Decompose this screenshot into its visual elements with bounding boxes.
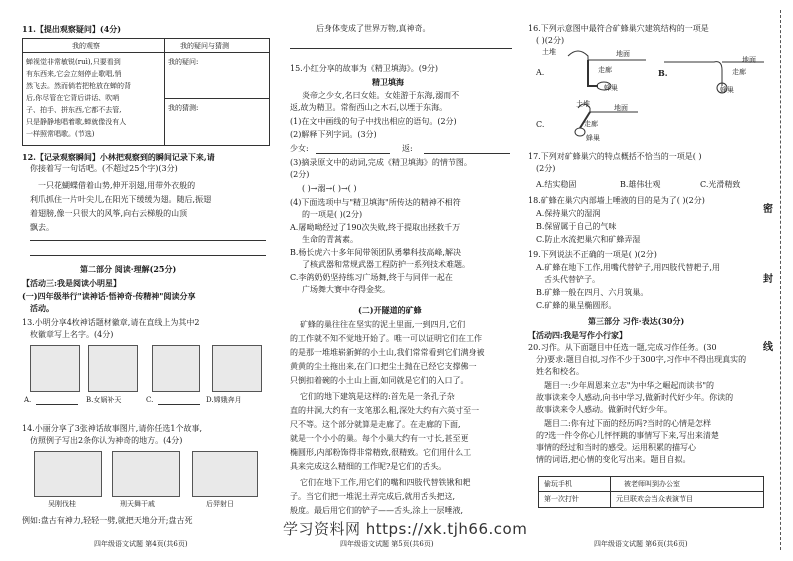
label-dimian: 地面 xyxy=(742,56,756,64)
story-caption: 后羿射日 xyxy=(206,500,234,508)
option-text: 广场舞大赛中夺得金奖。 xyxy=(302,285,390,294)
passage-line: 的工作就不知不觉地开始了。唯一可以证明它们在工作 xyxy=(290,334,482,343)
badge-image xyxy=(88,345,138,392)
q12-title: 12.【记录观察瞬间】小林把观察到的瞬间记录下来,请 xyxy=(22,152,215,162)
badge-answer-line[interactable] xyxy=(158,404,200,405)
label-tudui: 土堆 xyxy=(542,48,556,56)
q15-sub: (3)摘录原文中的动词,完成《精卫填海》的情节图。 xyxy=(290,158,472,167)
answer-line[interactable] xyxy=(30,255,266,256)
answer-line[interactable] xyxy=(30,240,266,241)
story-image xyxy=(192,451,258,497)
page-footer: 四年级语文试题 第5页(共6页) xyxy=(340,540,434,548)
q19-text: 19.下列说法不正确的一项是( )(2分) xyxy=(528,250,657,259)
topic2-text: 题目二:你有过下面的经历吗?当时的心情是怎样 xyxy=(544,419,711,428)
label-tudui: 土堆 xyxy=(576,100,590,108)
topic-cell: 被老师叫到办公室 xyxy=(624,480,680,488)
q18-text: 18.矿蜂在巢穴内部墙上唾液的目的是为了( )(2分) xyxy=(528,196,705,205)
passage-line: 的是那一堆堆崭新鲜的小土山,我们常常看到它们满身被 xyxy=(290,348,485,357)
label-dimian: 地面 xyxy=(614,104,628,112)
topic1-text: 故事读来令人感动。做新时代好少年。 xyxy=(536,405,672,414)
label-fengchao: 蜂巢 xyxy=(586,134,600,142)
q12-text: 着翅膀,像一只很大的风筝,向右云梯般的山顶 xyxy=(30,209,188,218)
badge-answer-line[interactable] xyxy=(36,404,78,405)
section1-heading-cont: 活动。 xyxy=(30,303,54,313)
label-fengchao: 蜂巢 xyxy=(604,84,618,92)
q17-option[interactable]: A.结实稳固 xyxy=(536,180,577,189)
q12-text: 一只花蝴蝶借着山势,伸开羽翅,用带外衣般的 xyxy=(38,181,196,190)
activity4-heading: 【活动四:我是写作小行家】 xyxy=(528,330,627,340)
page-6 xyxy=(524,0,778,561)
q20-text: 姓名和校名。 xyxy=(536,367,584,376)
option-a[interactable]: A. xyxy=(536,68,545,77)
q15-sub: (4)下面选项中与"精卫填海"所传达的精神不相符 xyxy=(290,198,461,207)
topic1-text: 题目一:少年周恩来立志"为中华之崛起而读书"的 xyxy=(544,381,715,390)
q13-text: 枚徽章写上名字。(4分) xyxy=(30,330,114,339)
activity3-heading: 【活动三:我是阅读小明星】 xyxy=(22,278,121,288)
q14-text: 仿照例子写出2条你认为神奇的地方。(4分) xyxy=(30,436,183,445)
option-text: A.屠呦呦经过了190次失败,终于提取出拯救千万 xyxy=(290,223,461,232)
q14-example: 例如:盘古有神力,轻轻一劈,就把天地分开;盘古死 xyxy=(22,516,193,525)
topic-cell: 偷玩手机 xyxy=(544,480,572,488)
part3-heading: 第三部分 习作·表达(30分) xyxy=(588,316,685,326)
option-b[interactable]: B. xyxy=(658,68,668,78)
q12-text: 飘去。 xyxy=(30,223,54,232)
q17-option[interactable]: C.光滑精致 xyxy=(700,180,741,189)
q15-sub: (2分) xyxy=(290,170,310,179)
passage-line: 子。当它们把一堆泥土弄完成后,就用舌头把这, xyxy=(290,492,456,501)
my-guess-field[interactable]: 我的猜测: xyxy=(168,104,199,112)
passage-line: 椭圆形,内部粉饰得非常精致,很精致。它们用什么工 xyxy=(290,448,472,457)
seal-char: 密 xyxy=(763,204,773,215)
passage-line: 就是一个小小的巢。每个小巢大约有一寸长,甚至更 xyxy=(290,434,469,443)
page-footer: 四年级语文试题 第4页(共6页) xyxy=(94,540,188,548)
badge-image xyxy=(30,345,80,392)
page-5 xyxy=(276,0,516,561)
answer-line[interactable] xyxy=(290,48,512,49)
obs-line: 一样照常唱歌。(节选) xyxy=(26,130,95,138)
badge-caption: C. xyxy=(146,396,154,404)
q17-text: 17.下列对矿蜂巢穴的特点概括不恰当的一项是( ) xyxy=(528,152,702,161)
passage-line: 直的井洞,大约有一支笔那么粗,深处大约有六英寸至一 xyxy=(290,406,480,415)
passage-line: 它们的地下建筑是这样的:首先是一条孔子杂 xyxy=(300,392,455,401)
label-zoulang: 走廊 xyxy=(732,68,746,76)
q19-option[interactable]: B.矿蜂一般在四月、六月筑巢。 xyxy=(536,288,649,297)
fill-label: 返: xyxy=(402,144,413,153)
q17-text: (2分) xyxy=(536,164,556,173)
option-text: 了核武器和常规武器工程防护一系列技术难题。 xyxy=(302,260,470,269)
q14-example-cont: 后身体变成了世界万物,真神奇。 xyxy=(316,24,431,33)
option-text: C.李鸽奶奶坚持练习广场舞,终于与同伴一起在 xyxy=(290,273,453,282)
passage-line: 尺不等。这个部分就算是走廊了。在走廊的下面, xyxy=(290,420,461,429)
badge-image xyxy=(212,345,262,392)
table-header-question: 我的疑问与猜测 xyxy=(180,42,229,50)
obs-line: 只是静静地唱着歌,蝉就像没有人 xyxy=(26,118,127,126)
story-caption: 吴刚伐桂 xyxy=(48,500,76,508)
option-text: B.杨长虎六十多年间带领团队勇攀科技高峰,解决 xyxy=(290,248,461,257)
passage-line: 矿蜂的巢往往在坚实的泥土里面,一到四月,它们 xyxy=(300,320,466,329)
part2-heading: 第二部分 阅读·理解(25分) xyxy=(80,264,177,274)
story-caption: 刑天舞干戚 xyxy=(120,500,155,508)
q19-option[interactable]: A.矿蜂在地下工作,用嘴代替铲子,用四肢代替耙子,用 xyxy=(536,263,720,272)
seal-char: 封 xyxy=(763,274,773,285)
q20-text: 分)要求:题目自拟,习作不少于300字,习作中不得出现真实的 xyxy=(536,355,747,364)
q12-text: 利爪抓住一片叶尖儿,在阳光下缓缓为翅。随后,振翅 xyxy=(30,195,212,204)
q15-title: 15.小红分享的故事为《精卫填海》。(9分) xyxy=(290,64,439,73)
q15-sub: (2)解释下列字词。(3分) xyxy=(290,130,377,139)
q19-option: 舌头代替铲子。 xyxy=(544,275,600,284)
q19-option[interactable]: C.矿蜂的巢呈椭圆形。 xyxy=(536,301,617,310)
story-title: 精卫填海 xyxy=(372,77,404,87)
q14-text: 14.小丽分享了3张神话故事图片,请你任选1个故事, xyxy=(22,424,202,433)
page-4 xyxy=(0,0,268,561)
q15-sub: 的一项是( )(2分) xyxy=(302,210,363,219)
badge-caption: A. xyxy=(24,396,32,404)
badge-caption: B.女娲补天 xyxy=(86,396,122,404)
q12-text: 你接着写一句话吧。(不超过25个字)(3分) xyxy=(30,164,178,173)
table-header-observation: 我的观察 xyxy=(72,42,100,50)
fill-label: 少女: xyxy=(290,144,309,153)
badge-image xyxy=(152,345,200,392)
badge-caption: D.嫦娥奔月 xyxy=(206,396,242,404)
watermark: 学习资料网 https://xk.tjh66.com xyxy=(283,520,528,538)
section1-heading: (一)四年级举行"读神话·悟神奇·传精神"阅读分享 xyxy=(22,291,196,301)
q11-title: 11.【提出观察疑问】(4分) xyxy=(22,24,122,34)
label-zoulang: 走廊 xyxy=(598,66,612,74)
obs-line: 后,你尽管在它背后讲话、吹哨 xyxy=(26,94,120,102)
q16-text: ( )(2分) xyxy=(536,36,565,45)
passage-line: 般度。最后用它们的铲子——舌头,涂上一层唾液, xyxy=(290,506,464,515)
plot-flow[interactable]: ( )→溺→( )→( ) xyxy=(302,184,357,193)
q18-option[interactable]: A.保持巢穴的湿润 xyxy=(536,209,601,218)
section2-heading: (二)开隧道的矿蜂 xyxy=(358,305,422,315)
topic2-text: 的?选一件令你心儿怦怦跳的事情写下来,写出来清楚 xyxy=(536,431,719,440)
page-footer: 四年级语文试题 第6页(共6页) xyxy=(594,540,688,548)
story-image xyxy=(112,451,180,497)
seal-line xyxy=(780,10,781,550)
option-text: 生命的青蒿素。 xyxy=(302,235,358,244)
q17-option[interactable]: B.雄伟壮观 xyxy=(620,180,661,189)
seal-char: 线 xyxy=(763,342,773,353)
topic-cell: 第一次打针 xyxy=(544,495,579,503)
q20-text: 20.习作。从下面题目中任选一题,完成习作任务。(30 xyxy=(528,343,717,352)
q13-text: 13.小明分享4枚神话题材徽章,请在直线上为其中2 xyxy=(22,318,200,327)
fill-fan-line[interactable] xyxy=(424,153,510,154)
topic2-text: 事情的经过和当时的感受。运用积累的描写心 xyxy=(536,443,696,452)
label-fengchao: 蜂巢 xyxy=(720,86,734,94)
passage-line: 只倒扣着碗的小土山上面,如同就是它们的入口了。 xyxy=(290,376,469,385)
q15-sub: (1)在文中画线的句子中找出相应的语句。(2分) xyxy=(290,117,457,126)
obs-line: 然飞去。然而倘若把枪放在蝉的背 xyxy=(26,82,131,90)
q16-text: 16.下列示意图中最符合矿蜂巢穴建筑结构的一项是 xyxy=(528,24,709,33)
obs-line: 蝉视觉非常敏锐(ruì),只要看到 xyxy=(26,58,121,66)
label-zoulang: 走廊 xyxy=(584,120,598,128)
topic2-text: 情的词语,把心情的变化写出来。题目自拟。 xyxy=(536,455,691,464)
label-dimian: 地面 xyxy=(616,50,630,58)
passage-line: 它们在地下工作,用它们的嘴和四肢代替铁锹和耙 xyxy=(300,478,471,487)
passage-line: 具来完成这么精细的工作呢?是它们的舌头。 xyxy=(290,462,447,471)
story-text: 返,故为精卫。常衔西山之木石,以堙于东海。 xyxy=(290,103,448,112)
passage-line: 黄黄的尘土拖出来,在门口把尘土抛在已经它支撑佛一 xyxy=(290,362,477,371)
q18-option[interactable]: C.防止水流把巢穴和矿蜂弄湿 xyxy=(536,235,641,244)
story-image xyxy=(34,451,102,497)
fill-shaonv-line[interactable] xyxy=(316,153,390,154)
option-c[interactable]: C. xyxy=(536,120,545,129)
obs-line: 有东西来,它会立刻停止歌唱,悄 xyxy=(26,70,122,78)
obs-line: 子、拍手、拼东西,它都不去管, xyxy=(26,106,122,114)
my-question-field[interactable]: 我的疑问: xyxy=(168,58,199,66)
diagram-b xyxy=(664,46,768,98)
topic1-text: 故事读来令人感动,向书中学习,做新时代好少年。你读的 xyxy=(536,393,734,402)
story-text: 炎帝之少女,名曰女娃。女娃游于东海,溺而不 xyxy=(302,91,460,100)
q18-option[interactable]: B.保留属于自己的气味 xyxy=(536,222,617,231)
topic-cell: 元旦联欢会当众表演节目 xyxy=(616,495,693,503)
